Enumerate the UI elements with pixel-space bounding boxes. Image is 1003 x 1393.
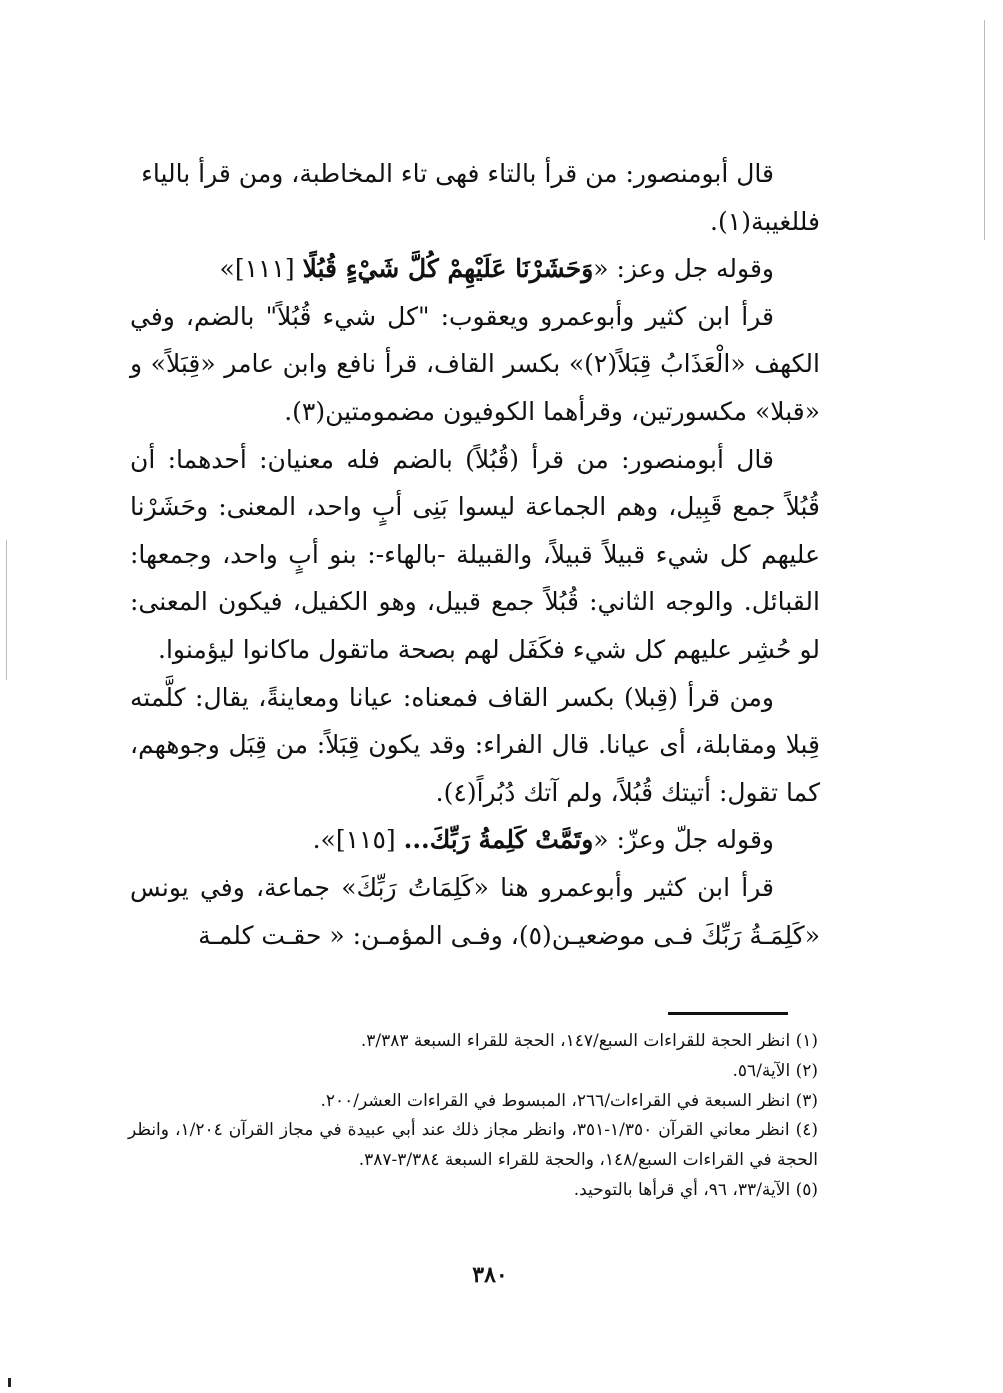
verse-text: وَحَشَرْنَا عَلَيْهِمْ كُلَّ شَيْءٍ قُبُلًا (302, 254, 594, 284)
paragraph-readings: قرأ ابن كثير وأبوعمرو ويعقوب: "كل شيء قُبُلاً" بالضم، وفي الكهف «الْعَذَابُ قِبَلاً(٢)» بكسر القاف، قرأ نافع وابن عامر «قِبَلاً» و «قبلا» مكسورتين، وقرأهما الكوفيون مضمومتين(٣). (130, 301, 820, 426)
footnote-2: (٢) الآية/٥٦. (732, 1060, 818, 1081)
verse-intro: وقوله جلّ وعزّ: « (593, 825, 774, 855)
scan-edge-right (984, 20, 985, 240)
verse-text: وتَمَّتْ كَلِمةُ رَبِّكَ... (403, 825, 594, 855)
scan-edge-left (6, 540, 7, 680)
footnote-divider (668, 1012, 788, 1015)
paragraph-commentary-1: قال أبومنصور: من قرأ (قُبُلاً) بالضم فله معنيان: أحدهما: أن قُبُلاً جمع قَبِيل، وهم الجماعة ليسوا بَنِى أبٍ واحد، المعنى: وحَشَرْنا عليهم كل شيء قبيلاً قبيلاً، والقبيلة -بالهاء-: بنو أبٍ واحد، وجمعها: القبائل. والوجه الثاني: قُبُلاً جمع قبيل، وهو الكفيل، فيكون المعنى: لو حُشِر عليهم كل شيء فكَفَل لهم بصحة ماتقول ماكانوا ليؤمنوا. (130, 444, 820, 664)
verse-quote-111 (130, 245, 820, 293)
paragraph-readings-2: قرأ ابن كثير وأبوعمرو هنا «كَلِمَاتُ رَبِّكَ» جماعة، وفي يونس «كَلِمَـةُ رَبِّكَ فـى موضعيـن(٥)، وفـى المؤمـن: « حقـت كلمـة (130, 872, 820, 950)
footnote-4: (٤) انظر معاني القرآن ١/٣٥٠-٣٥١، وانظر مجاز ذلك عند أبي عبيدة في مجاز القرآن ١/٢٠٤، وانظر الحجة في القراءات السبع/١٤٨، والحجة للقراء السبعة ٣/٣٨٤-٣٨٧. (128, 1120, 818, 1171)
verse-close: ». (312, 825, 336, 855)
paragraph-1-line-1: قال أبومنصور: من قرأ بالتاء فهى تاء المخاطبة، ومن قرأ بالياء (141, 159, 774, 188)
verse-reference: [١١٥] (335, 825, 404, 855)
verse-intro: وقوله جل وعز: « (593, 254, 774, 284)
paragraph-commentary-2: ومن قرأ (قِبلا) بكسر القاف فمعناه: عيانا ومعاينةً، يقال: كلَّمته قِبلا ومقابلة، أى عيانا. قال الفراء: وقد يكون قِبَلاً: من قِبَل وجوههم، كما تقول: أتيتك قُبُلاً، ولم آتك دُبُراً(٤). (130, 682, 820, 807)
footnote-5: (٥) الآية/٣٣، ٩٦، أي قرأها بالتوحيد. (573, 1179, 818, 1200)
paragraph-1-line-2: فللغيبة(١). (710, 206, 820, 236)
verse-close: » (219, 254, 235, 284)
footnotes (128, 1027, 818, 1206)
footnote-3: (٣) انظر السبعة في القراءات/٢٦٦، المبسوط في القراءات العشر/٢٠٠. (320, 1090, 818, 1111)
page-number: ٣٨٠ (472, 1262, 508, 1288)
scan-mark (8, 1378, 11, 1387)
main-text (130, 150, 820, 959)
verse-quote-115 (130, 816, 820, 864)
verse-reference: [١١١] (234, 254, 303, 284)
footnote-1: (١) انظر الحجة للقراءات السبع/١٤٧، الحجة للقراء السبعة ٣/٣٨٣. (360, 1031, 818, 1051)
